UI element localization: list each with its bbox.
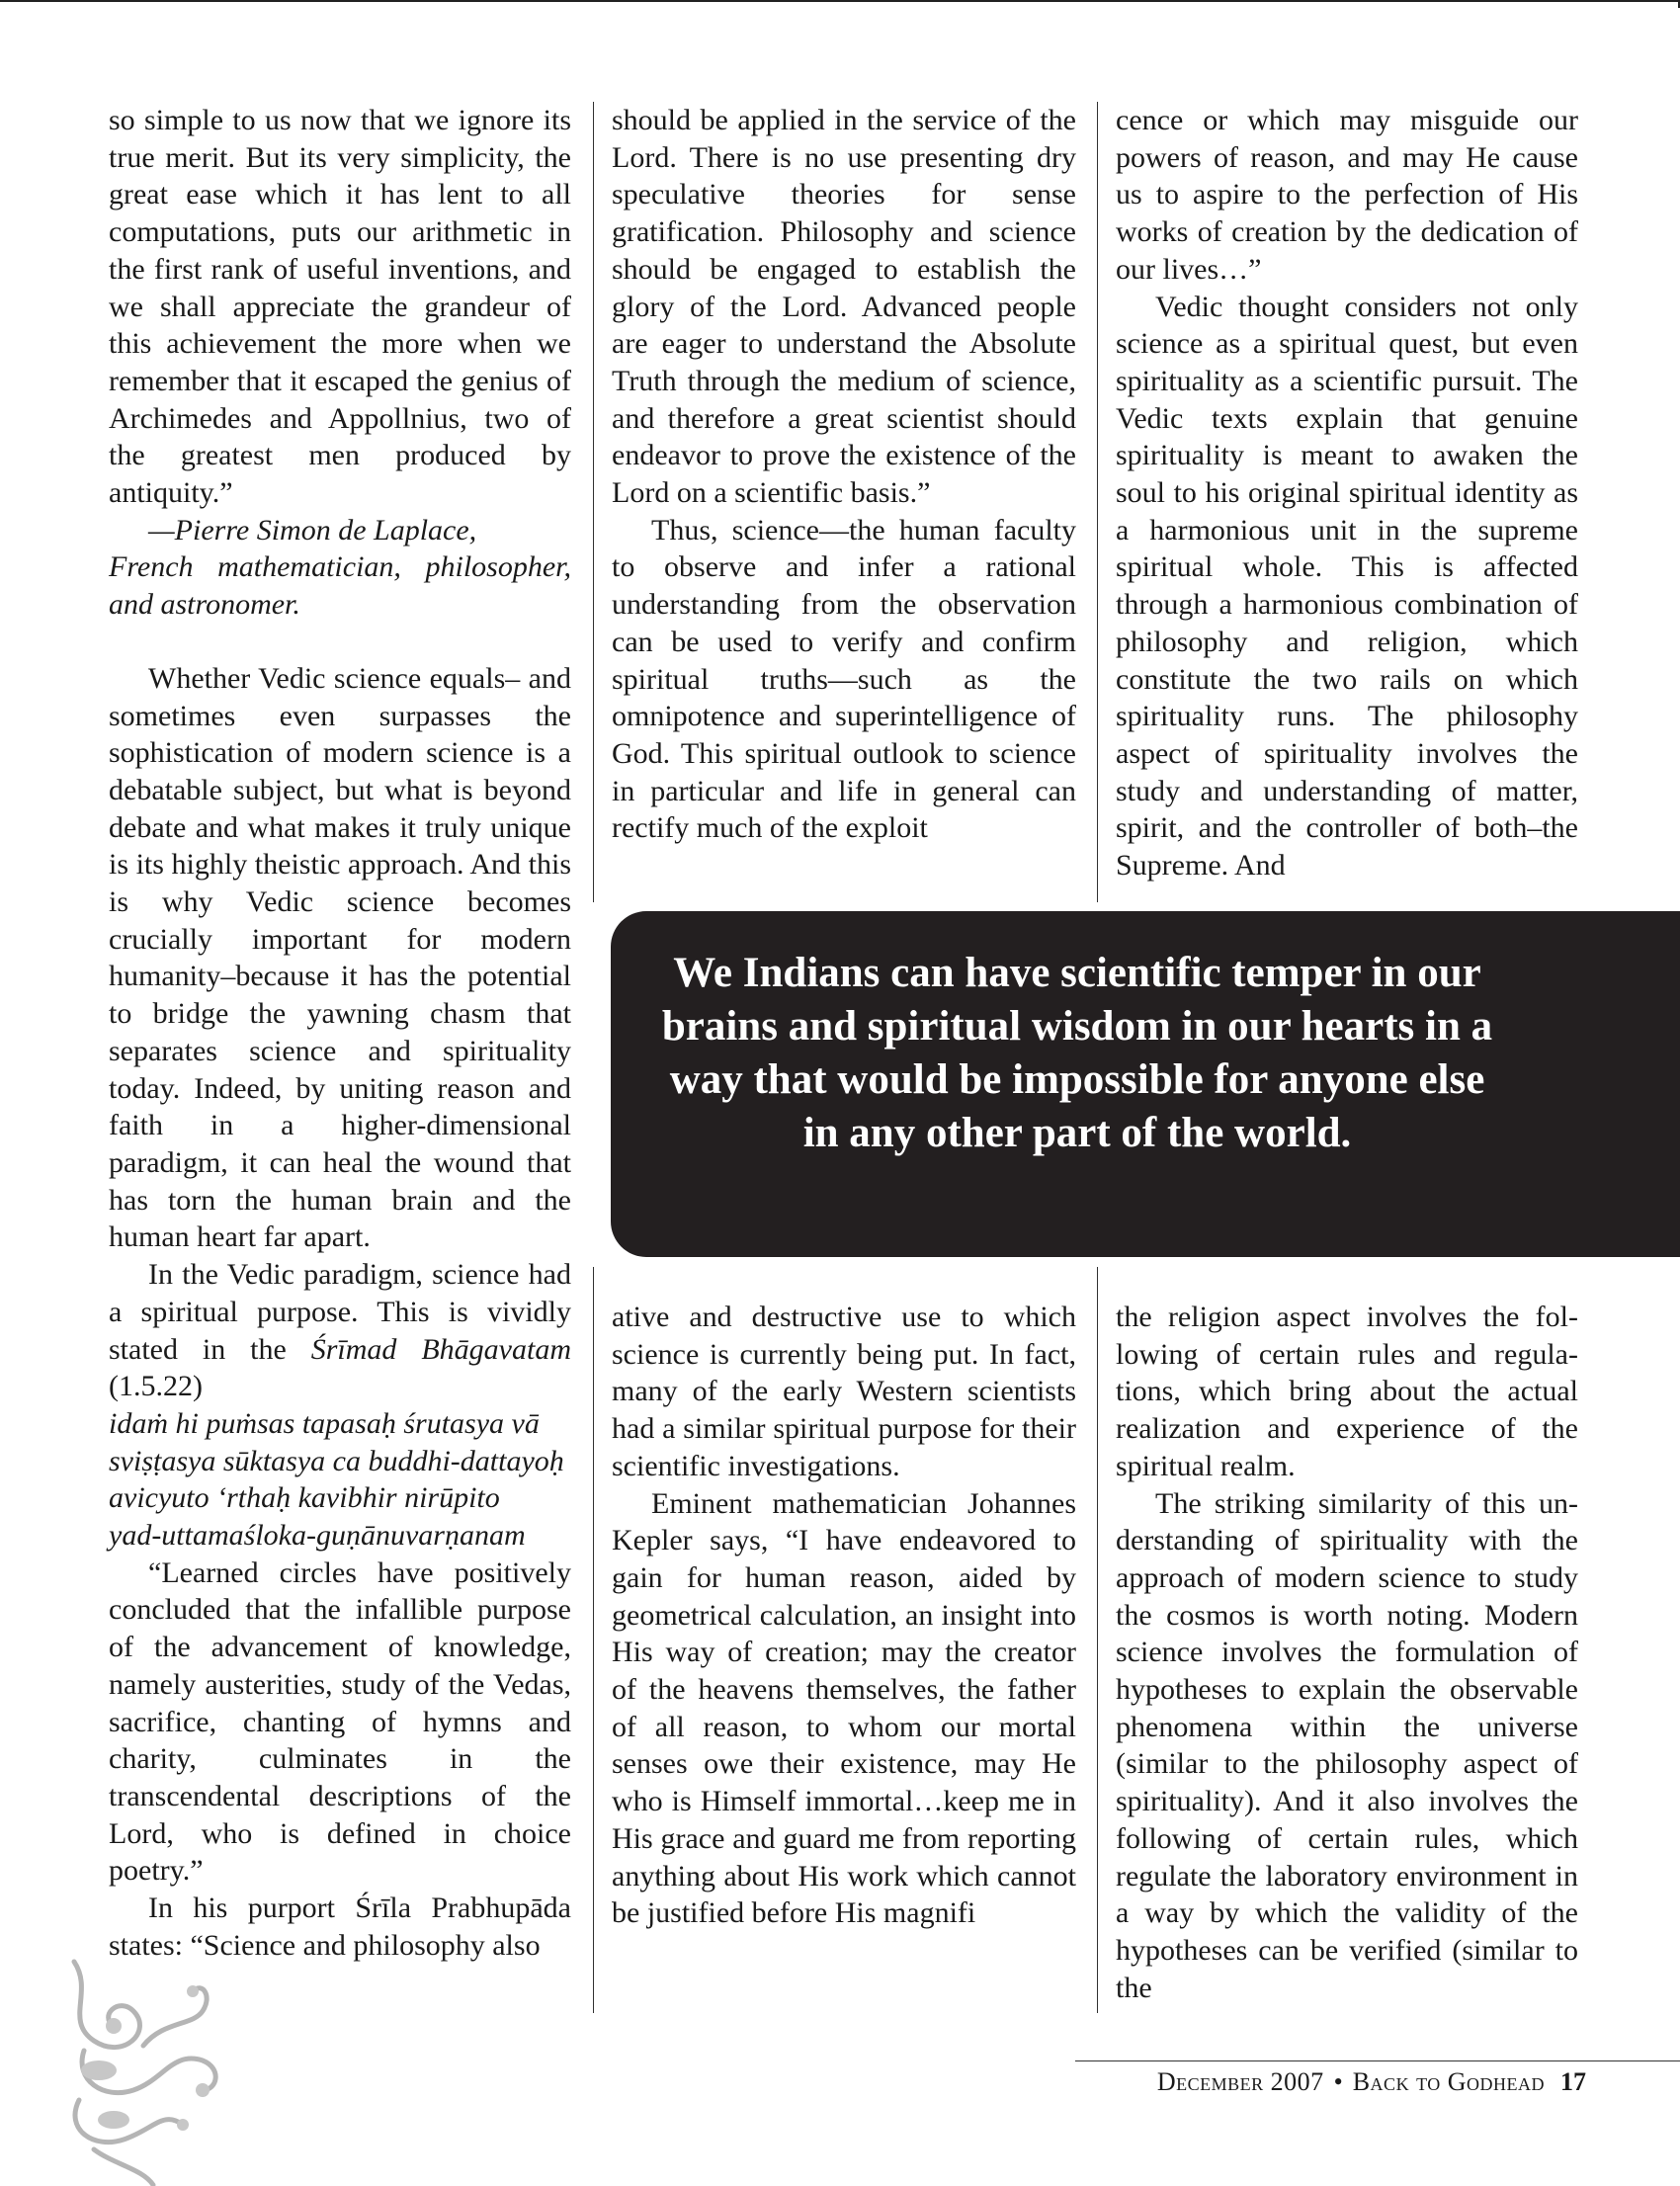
column-divider — [593, 1267, 594, 2013]
paragraph-kepler-quote-end: cence or which may misguide our powers of reason, and may He cause us to aspire to the perfection of His works of creation by the dedication of our lives…” — [1116, 104, 1578, 286]
book-title: Śrīmad Bhāgavatam — [310, 1332, 571, 1366]
sanskrit-verse-line-2: sviṣṭasya sūktasya ca buddhi-dattayoḥ — [109, 1444, 564, 1477]
column-divider — [1097, 1267, 1098, 2013]
issue-date: December 2007 — [1156, 2067, 1324, 2096]
column-middle-top — [612, 102, 1076, 847]
paragraph-laplace-quote-end: so simple to us now that we ignore its true merit. But its very simplicity, the great ease which it has lent to all computations, puts our arithmetic in the first rank of useful inventions, and we shall appreciate the grandeur of this achievement the more when we remember that it escaped the genius of Archimedes and Appollnius, two of the greatest men produced by antiquity.” — [109, 104, 571, 510]
paragraph-thus-science: Thus, science—the human faculty to observe and infer a rational understanding from the observation can be used to verify and confirm spiritual truths—such as the omnipotence and superintelligence of God. This spiritual outlook to science in particular and life in general can rectify much of the exploit — [612, 513, 1076, 845]
footer-rule — [1075, 2060, 1680, 2061]
paragraph-vedic-thought: Vedic thought considers not only science as a spiritual quest, but even spirituality as a scientific pursuit. The Vedic texts explain that genuine spirituality is meant to awaken the soul to his original spiritual identity as a harmonious unit in the supreme spiritual whole. This is affected through a harmonious combination of philosophy and religion, which constitute the two rails on which spirituality runs. The philosophy aspect of spirituality involves the study and understanding of matter, spirit, and the controller of both–the Supreme. And — [1116, 290, 1578, 883]
paragraph-religion-aspect: the religion aspect involves the following of certain rules and regulations, which bring about the actual realization and experience of the spiritual realm. — [1116, 1301, 1578, 1482]
floral-ornament-icon — [54, 1952, 232, 2186]
magazine-name: Back to Godhead — [1352, 2067, 1545, 2096]
paragraph-kepler: Eminent mathematician Johannes Kepler says, “I have endeavored to gain for human reason, aided by geometrical calculation, an insight into His way of creation; may the creator of the heavens themselves, the father of all reason, to whom our mortal senses owe their existence, may He who is Himself immortal…keep me in His grace and guard me from reporting anything about His work which cannot be justified before His magnifi — [612, 1486, 1076, 1930]
sanskrit-verse-line-3: avicyuto ‘rthaḥ kavibhir nirūpito — [109, 1481, 500, 1515]
verse-reference: (1.5.22) — [109, 1370, 203, 1403]
paragraph-vedic-paradigm-text: In the Vedic paradigm, science had a spiritual purpose. This is vividly stated in the — [109, 1258, 571, 1366]
paragraph-verse-translation: “Learned circles have positively concluded that the infallible purpose of the advancement of knowledge, namely austerities, study of the Vedas, sacrifice, chanting of hymns and charity, culminates in the transcendental descriptions of the Lord, who is defined in choice poetry.” — [109, 1555, 571, 1888]
column-right-top — [1116, 102, 1578, 884]
paragraph-vedic-science: Whether Vedic science equals– and sometimes even surpasses the sophistication of modern science is a debatable subject, but what is beyond debate and what makes it truly unique is its highly theistic approach. And this is why Vedic science becomes crucially important for modern humanity–because it has the potential to bridge the yawning chasm that separates science and spirituality today. Indeed, by uniting reason and faith in a higher-dimensional paradigm, it can heal the wound that has torn the human brain and the human heart far apart. — [109, 661, 571, 1254]
paragraph-striking-similarity: The striking similarity of this understanding of spirituality with the approach of modern science to study the cosmos is worth noting. Modern science involves the formulation of hypotheses to explain the observable phenomena within the universe (similar to the philosophy aspect of spirituality). And it also involves the following of certain rules, which regulate the laboratory environment in a way by which the validity of the hypotheses can be verified (similar to the — [1116, 1486, 1578, 2004]
attribution-description: French mathematician, philosopher, and astronomer. — [109, 550, 571, 622]
column-divider — [1097, 102, 1098, 902]
page-number: 17 — [1560, 2067, 1586, 2096]
paragraph-purport: In his purport Śrīla Prabhupāda states: “Science and philosophy also — [109, 1892, 571, 1962]
sanskrit-verse-line-1: idaṁ hi puṁsas tapasaḥ śrutasya vā — [109, 1406, 540, 1440]
attribution-name: —Pierre Simon de Laplace, — [148, 513, 477, 546]
column-divider — [593, 102, 594, 902]
paragraph-vedic-paradigm — [109, 1256, 571, 1405]
pull-quote-text: We Indians can have scientific temper in our brains and spiritual wisdom in our hearts in a way that would be impossible for anyone else in any other part of the world. — [661, 950, 1493, 1156]
page-footer — [1102, 2065, 1586, 2099]
paragraph-destructive-use: ative and destructive use to which science is currently being put. In fact, many of the early Western scientists had a similar spiritual purpose for their scientific investigations. — [612, 1301, 1076, 1482]
sanskrit-verse-line-4: yad-uttamaśloka-guṇānuvarṇanam — [109, 1519, 526, 1553]
column-left — [109, 102, 571, 1964]
top-border-line — [0, 0, 1680, 2]
bullet-separator: • — [1333, 2067, 1343, 2096]
column-right-bottom — [1116, 1299, 1578, 2006]
column-middle-bottom — [612, 1299, 1076, 1932]
paragraph-science-philosophy: should be applied in the service of the Lord. There is no use presenting dry speculative theories for sense gratification. Philosophy and science should be engaged to establish the glory of the Lord. Advanced people are eager to understand the Absolute Truth through the medium of science, and therefore a great scientist should endeavor to prove the existence of the Lord on a scientific basis.” — [612, 104, 1076, 510]
